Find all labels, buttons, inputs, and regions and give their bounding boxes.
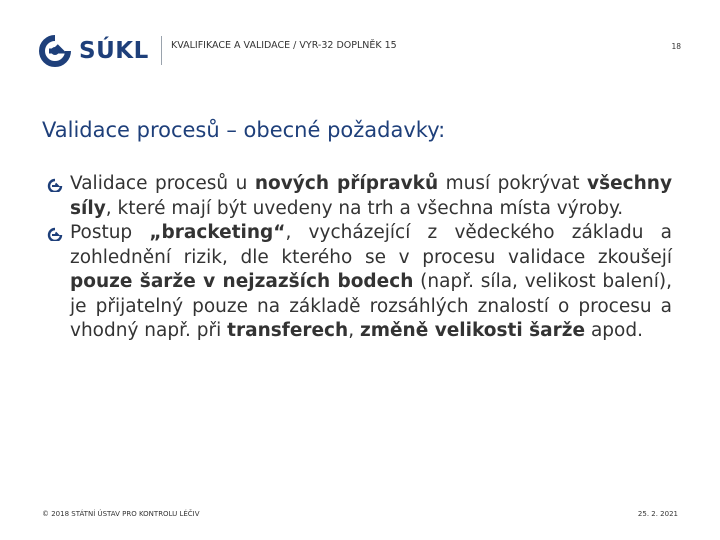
- bullet-segment: , které mají být uvedeny na trh a všechna místa výroby.: [105, 197, 624, 219]
- bullet-text: [70, 173, 672, 219]
- arrow-bullet-icon: [46, 227, 63, 241]
- bullet-segment: Validace procesů u: [70, 173, 255, 194]
- header-title: KVALIFIKACE A VALIDACE / VYR-32 DOPLNĚK 15: [171, 40, 397, 51]
- header-divider: [161, 36, 162, 65]
- bullet-segment: apod.: [585, 320, 643, 341]
- arrow-bullet-icon: [46, 178, 63, 192]
- bullet-segment-bold: pouze šarže v nejzazších bodech: [70, 271, 414, 292]
- header: [0, 0, 720, 90]
- bullet-text: [70, 222, 672, 341]
- sukl-logo-icon: [37, 35, 73, 67]
- bullet-segment: Postup: [70, 222, 150, 243]
- bullet-segment-bold: změně velikosti šarže: [359, 320, 586, 341]
- slide-title: Validace procesů – obecné požadavky:: [42, 118, 446, 142]
- bullet-segment: musí pokrývat: [438, 173, 588, 194]
- bullet-list: [46, 172, 672, 344]
- bullet-segment-bold: transferech: [227, 320, 349, 341]
- footer-copyright: © 2018 STÁTNÍ ÚSTAV PRO KONTROLU LÉČIV: [42, 510, 200, 518]
- sukl-logo: [37, 34, 149, 68]
- bullet-segment-bold: nových přípravků: [254, 173, 439, 194]
- bullet-segment-bold: „bracketing“: [149, 222, 286, 243]
- page-number: 18: [671, 42, 681, 51]
- bullet-segment: , vycházející z vědeckého základu a zohlednění rizik, dle kterého se v procesu validace zkoušejí: [70, 222, 672, 268]
- bullet-item: [46, 221, 672, 344]
- bullet-segment: ,: [348, 320, 360, 341]
- bullet-segment-bold: všechny síly: [70, 173, 672, 219]
- bullet-segment: (např. síla, velikost balení), je přijatelný pouze na základě rozsáhlých znalostí o procesu a vhodný např. při: [70, 271, 672, 341]
- logo-text: SÚKL: [79, 38, 149, 64]
- bullet-item: [46, 172, 672, 221]
- footer-date: 25. 2. 2021: [637, 510, 678, 518]
